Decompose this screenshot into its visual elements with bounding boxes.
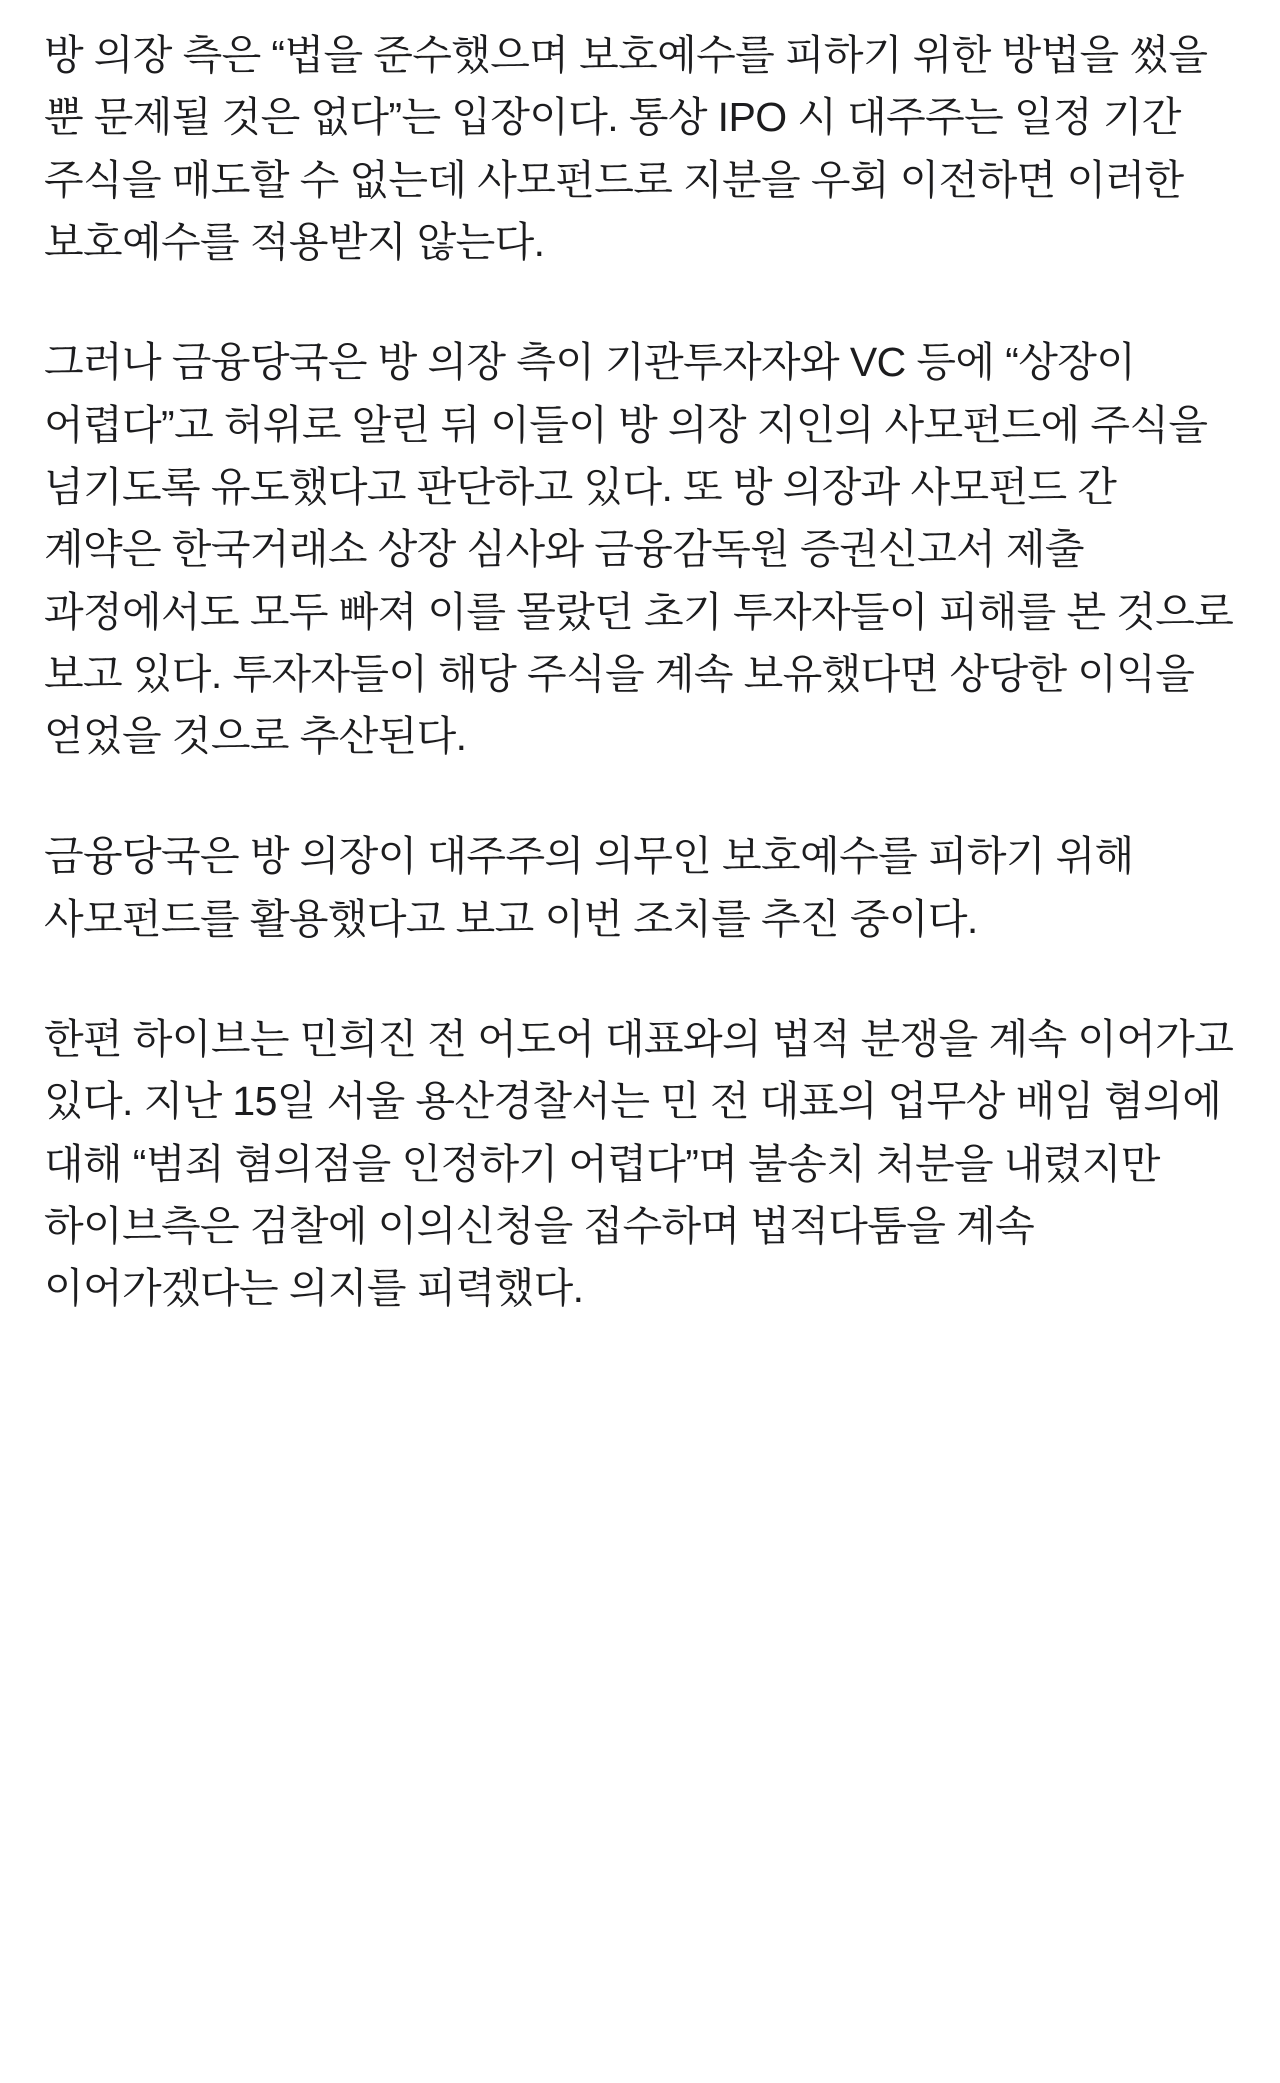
article-paragraph: 한편 하이브는 민희진 전 어도어 대표와의 법적 분쟁을 계속 이어가고 있다. 지난 15일 서울 용산경찰서는 민 전 대표의 업무상 배임 혐의에 대해 “범죄 혐의점을 인정하기 어렵다”며 불송치 처분을 내렸지만 하이브측은 검찰에 이의신청을 접수하며 법적다툼을 계속 이어가겠다는 의지를 피력했다. bbox=[44, 1016, 1234, 1312]
article-paragraph: 금융당국은 방 의장이 대주주의 의무인 보호예수를 피하기 위해 사모펀드를 활용했다고 보고 이번 조치를 추진 중이다. bbox=[44, 833, 1134, 942]
article-paragraph: 방 의장 측은 “법을 준수했으며 보호예수를 피하기 위한 방법을 썼을 뿐 문제될 것은 없다”는 입장이다. 통상 IPO 시 대주주는 일정 기간 주식을 매도할 수 없는데 사모펀드로 지분을 우회 이전하면 이러한 보호예수를 적용받지 않는다. bbox=[44, 32, 1208, 265]
article-paragraph: 그러나 금융당국은 방 의장 측이 기관투자자와 VC 등에 “상장이 어렵다”고 허위로 알린 뒤 이들이 방 의장 지인의 사모펀드에 주식을 넘기도록 유도했다고 판단하고 있다. 또 방 의장과 사모펀드 간 계약은 한국거래소 상장 심사와 금융감독원 증권신고서 제출 과정에서도 모두 빠져 이를 몰랐던 초기 투자자들이 피해를 본 것으로 보고 있다. 투자자들이 해당 주식을 계속 보유했다면 상당한 이익을 얻었을 것으로 추산된다. bbox=[44, 339, 1234, 760]
